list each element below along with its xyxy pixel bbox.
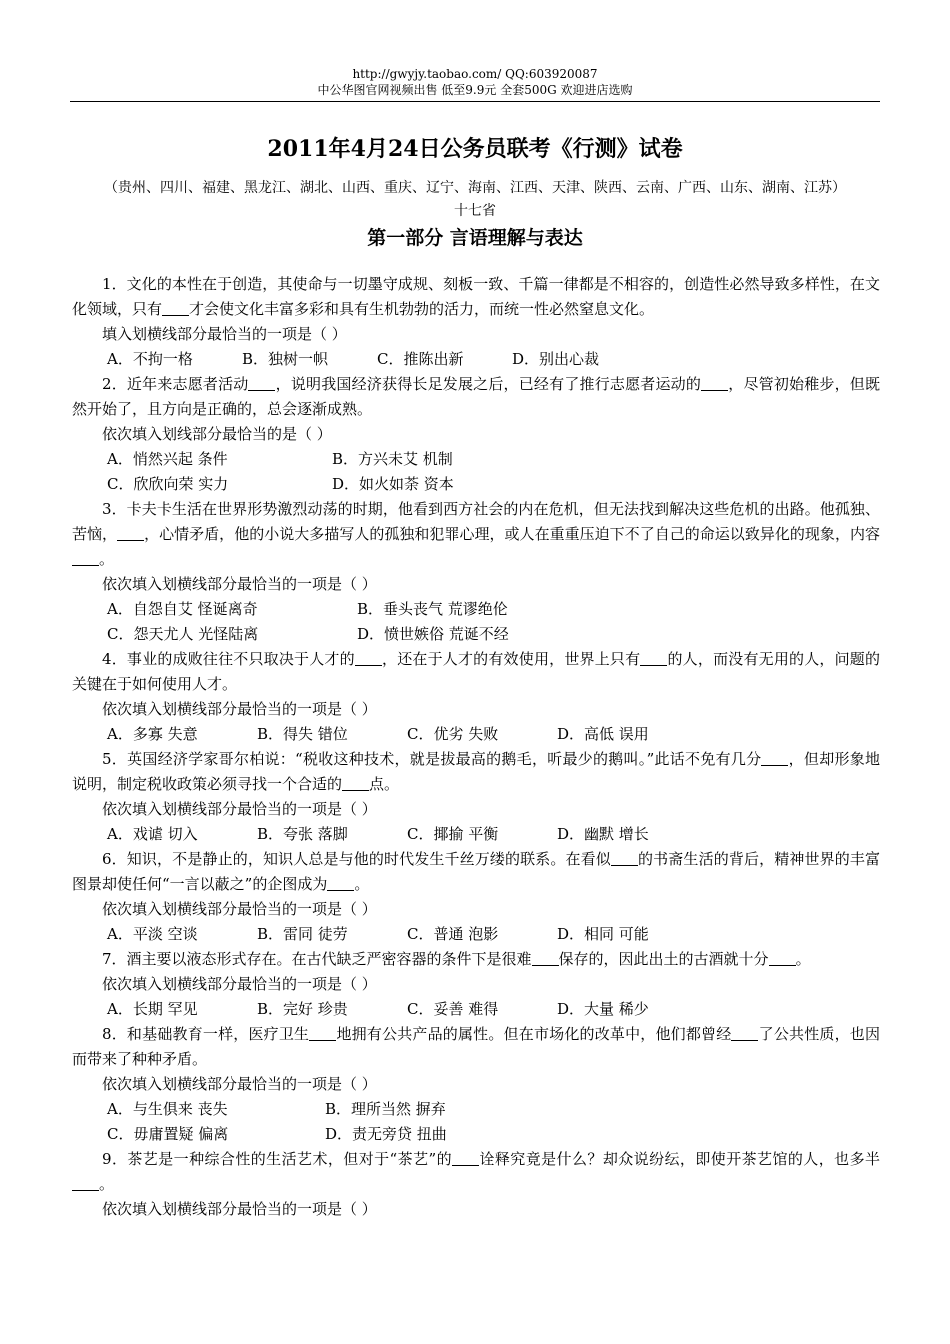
question-9-text-c: 。 bbox=[99, 1175, 115, 1193]
question-6-text-c: 。 bbox=[354, 875, 370, 893]
question-7-options bbox=[72, 997, 880, 1022]
question-4-text-b: ，还在于人才的有效使用，世界上只有 bbox=[381, 650, 641, 668]
question-2-text-c: ，尽管初始稚步，但既然开始了，且方向是正确的，总会逐渐成熟。 bbox=[72, 375, 880, 418]
question-5-text-b: ，但却形象地说明，制定税收政策必须寻找一个合适的 bbox=[72, 750, 880, 793]
question-3-text-c: 。 bbox=[99, 550, 115, 568]
option-b: B．得失 错位 bbox=[257, 725, 348, 743]
answer-blank bbox=[309, 1025, 336, 1041]
question-8-options-row1 bbox=[72, 1097, 880, 1122]
question-9-prompt: 依次填入划横线部分最恰当的一项是（ ） bbox=[102, 1200, 377, 1218]
option-b: B．完好 珍贵 bbox=[257, 1000, 348, 1018]
option-d: D．别出心裁 bbox=[512, 350, 600, 368]
option-b: B．理所当然 摒弃 bbox=[325, 1100, 446, 1118]
question-8-text-b: 地拥有公共产品的属性。但在市场化的改革中，他们都曾经 bbox=[336, 1025, 732, 1043]
answer-blank bbox=[162, 300, 189, 316]
option-c: C．普通 泡影 bbox=[407, 925, 499, 943]
question-5-stem bbox=[72, 747, 880, 797]
question-7-text-b: 保存的，因此出土的古酒就十分 bbox=[558, 950, 769, 968]
option-c: C．妥善 难得 bbox=[407, 1000, 499, 1018]
question-3-options-row2 bbox=[72, 622, 880, 647]
option-c: C．推陈出新 bbox=[377, 350, 464, 368]
province-count: 十七省 bbox=[454, 203, 496, 219]
question-2-text-b: ，说明我国经济获得长足发展之后，已经有了推行志愿者运动的 bbox=[275, 375, 702, 393]
option-a: A．悄然兴起 条件 bbox=[107, 450, 228, 468]
province-list: （贵州、四川、福建、黑龙江、湖北、山西、重庆、辽宁、海南、江西、天津、陕西、云南、广西、山东、湖南、江苏） bbox=[104, 180, 846, 196]
question-1-options bbox=[72, 347, 880, 372]
question-4-prompt: 依次填入划横线部分最恰当的一项是（ ） bbox=[102, 700, 377, 718]
answer-blank bbox=[769, 950, 796, 966]
question-1-text-a: 1．文化的本性在于创造，其使命与一切墨守成规、刻板一致、千篇一律都是不相容的，创造性必然导致多样性，在文化领域，只有 bbox=[72, 275, 880, 318]
option-c: C．毋庸置疑 偏离 bbox=[107, 1125, 229, 1143]
question-list bbox=[72, 272, 880, 1222]
question-2-prompt: 依次填入划线部分最恰当的是（ ） bbox=[102, 425, 332, 443]
answer-blank bbox=[701, 375, 728, 391]
question-3-text-a: 3．卡夫卡生活在世界形势激烈动荡的时期，他看到西方社会的内在危机，但无法找到解决这些危机的出路。他孤独、苦恼， bbox=[72, 500, 880, 543]
option-a: A．不拘一格 bbox=[107, 350, 193, 368]
answer-blank bbox=[452, 1150, 479, 1166]
question-4-stem bbox=[72, 647, 880, 697]
question-6-options bbox=[72, 922, 880, 947]
question-5-options bbox=[72, 822, 880, 847]
answer-blank bbox=[532, 950, 559, 966]
answer-blank bbox=[72, 1175, 99, 1191]
answer-blank bbox=[761, 750, 788, 766]
option-d: D．责无旁贷 扭曲 bbox=[325, 1125, 447, 1143]
option-c: C．欣欣向荣 实力 bbox=[107, 475, 229, 493]
question-8-text-a: 8．和基础教育一样，医疗卫生 bbox=[102, 1025, 310, 1043]
option-b: B．夸张 落脚 bbox=[257, 825, 348, 843]
question-8-prompt: 依次填入划横线部分最恰当的一项是（ ） bbox=[102, 1075, 377, 1093]
option-d: D．愤世嫉俗 荒诞不经 bbox=[357, 625, 509, 643]
answer-blank bbox=[342, 775, 369, 791]
question-3-stem bbox=[72, 497, 880, 572]
answer-blank bbox=[731, 1025, 758, 1041]
option-d: D．如火如荼 资本 bbox=[332, 475, 454, 493]
question-5-prompt: 依次填入划横线部分最恰当的一项是（ ） bbox=[102, 800, 377, 818]
question-2-options-row1 bbox=[72, 447, 880, 472]
question-4-text-c: 的人，而没有无用的人，问题的关键在于如何使用人才。 bbox=[72, 650, 880, 693]
question-9-text-b: 诠释究竟是什么？却众说纷纭，即使开茶艺馆的人，也多半 bbox=[479, 1150, 880, 1168]
answer-blank bbox=[355, 650, 382, 666]
answer-blank bbox=[611, 850, 638, 866]
question-2-options-row2 bbox=[72, 472, 880, 497]
question-5-text-a: 5．英国经济学家哥尔柏说：“税收这种技术，就是拔最高的鹅毛，听最少的鹅叫。”此话不免有几分 bbox=[102, 750, 762, 768]
question-8-stem bbox=[72, 1022, 880, 1072]
question-2-text-a: 2．近年来志愿者活动 bbox=[102, 375, 249, 393]
question-3-options-row1 bbox=[72, 597, 880, 622]
question-6-text-b: 的书斋生活的背后，精神世界的丰富图景却使任何“一言以蔽之”的企图成为 bbox=[72, 850, 880, 893]
question-5-text-c: 点。 bbox=[369, 775, 400, 793]
answer-blank bbox=[327, 875, 354, 891]
section-heading: 第一部分 言语理解与表达 bbox=[367, 227, 583, 249]
option-b: B．独树一帜 bbox=[242, 350, 329, 368]
option-d: D．高低 误用 bbox=[557, 725, 649, 743]
option-c: C．揶揄 平衡 bbox=[407, 825, 499, 843]
question-7-stem bbox=[72, 947, 880, 972]
question-4-text-a: 4．事业的成败往往不只取决于人才的 bbox=[102, 650, 355, 668]
answer-blank bbox=[117, 525, 144, 541]
question-6-prompt: 依次填入划横线部分最恰当的一项是（ ） bbox=[102, 900, 377, 918]
answer-blank bbox=[248, 375, 275, 391]
header-ad-line: 中公华图官网视频出售 低至9.9元 全套500G 欢迎进店选购 bbox=[317, 83, 633, 97]
option-a: A．平淡 空谈 bbox=[107, 925, 198, 943]
question-7-prompt: 依次填入划横线部分最恰当的一项是（ ） bbox=[102, 975, 377, 993]
option-a: A．长期 罕见 bbox=[107, 1000, 198, 1018]
question-9-text-a: 9．茶艺是一种综合性的生活艺术，但对于“茶艺”的 bbox=[102, 1150, 453, 1168]
option-c: C．怨天尤人 光怪陆离 bbox=[107, 625, 259, 643]
header-url-line: http://gwyjy.taobao.com/ QQ:603920087 bbox=[352, 67, 598, 81]
option-b: B．雷同 徒劳 bbox=[257, 925, 348, 943]
option-d: D．相同 可能 bbox=[557, 925, 649, 943]
question-6-stem bbox=[72, 847, 880, 897]
question-3-text-b: ，心情矛盾，他的小说大多描写人的孤独和犯罪心理，或人在重重压迫下不了自己的命运以致异化的现象，内容 bbox=[144, 525, 880, 543]
question-2-stem bbox=[72, 372, 880, 422]
question-8-text-c: 了公共性质，也因而带来了种种矛盾。 bbox=[72, 1025, 880, 1068]
answer-blank bbox=[640, 650, 667, 666]
option-a: A．戏谑 切入 bbox=[107, 825, 198, 843]
question-7-text-c: 。 bbox=[795, 950, 811, 968]
question-6-text-a: 6．知识，不是静止的，知识人总是与他的时代发生千丝万缕的联系。在看似 bbox=[102, 850, 611, 868]
page-title: 2011年4月24日公务员联考《行测》试卷 bbox=[267, 136, 683, 162]
option-d: D．大量 稀少 bbox=[557, 1000, 649, 1018]
answer-blank bbox=[72, 550, 99, 566]
option-a: A．自怨自艾 怪诞离奇 bbox=[107, 600, 258, 618]
question-3-prompt: 依次填入划横线部分最恰当的一项是（ ） bbox=[102, 575, 377, 593]
question-7-text-a: 7．酒主要以液态形式存在。在古代缺乏严密容器的条件下是很难 bbox=[102, 950, 532, 968]
question-1-text-b: 才会使文化丰富多彩和具有生机勃勃的活力，而统一性必然窒息文化。 bbox=[189, 300, 655, 318]
option-d: D．幽默 增长 bbox=[557, 825, 649, 843]
option-b: B．垂头丧气 荒谬绝伦 bbox=[357, 600, 508, 618]
question-1-prompt: 填入划横线部分最恰当的一项是（ ） bbox=[102, 325, 347, 343]
question-8-options-row2 bbox=[72, 1122, 880, 1147]
option-a: A．多寡 失意 bbox=[107, 725, 198, 743]
header-divider bbox=[70, 101, 880, 102]
option-c: C．优劣 失败 bbox=[407, 725, 499, 743]
question-9-stem bbox=[72, 1147, 880, 1197]
option-a: A．与生俱来 丧失 bbox=[107, 1100, 228, 1118]
option-b: B．方兴未艾 机制 bbox=[332, 450, 453, 468]
question-4-options bbox=[72, 722, 880, 747]
question-1-stem bbox=[72, 272, 880, 322]
